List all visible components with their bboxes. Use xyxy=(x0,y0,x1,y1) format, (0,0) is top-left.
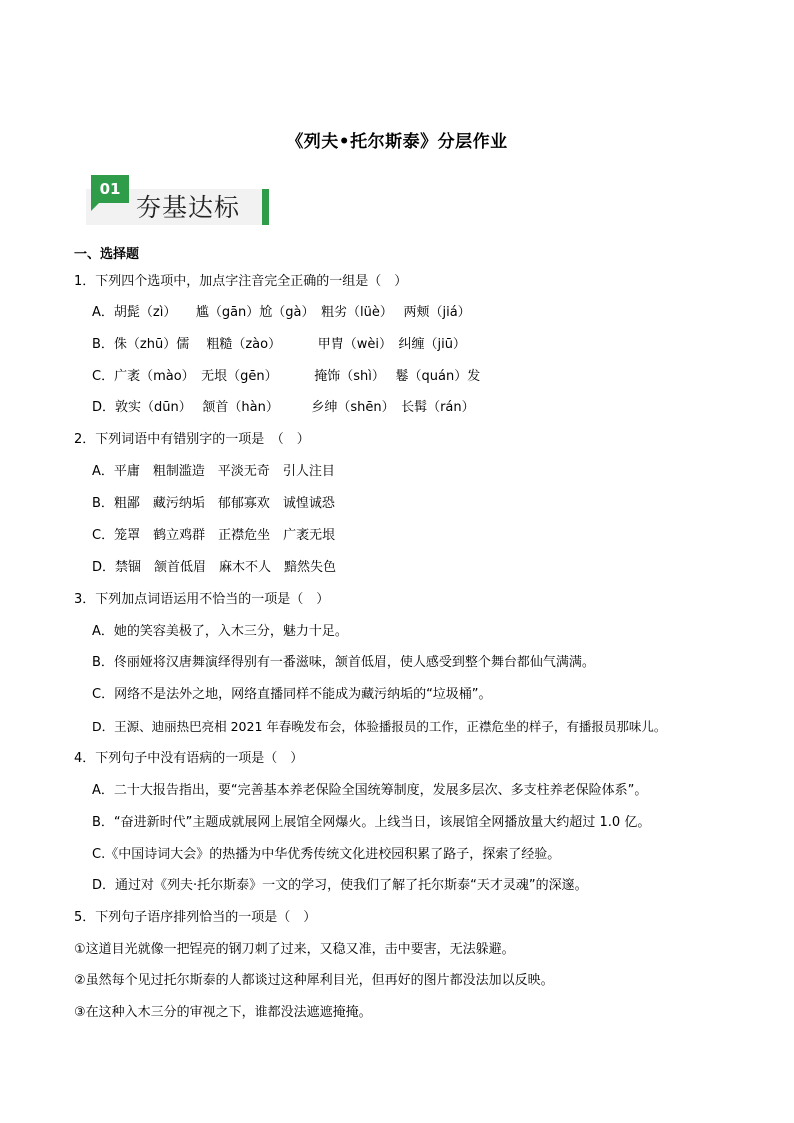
question-5-sentence-2: ②虽然每个见过托尔斯泰的人都谈过这种犀利目光，但再好的图片都没法加以反映。 xyxy=(74,973,554,988)
question-4-option-b: B．“奋进新时代”主题成就展网上展馆全网爆火。上线当日，该展馆全网播放量大约超过 1.0 亿。 xyxy=(92,815,651,830)
banner-badge-tail xyxy=(91,202,100,211)
page-title: 《列夫•托尔斯泰》分层作业 xyxy=(286,132,508,152)
question-2-option-b: B．粗鄙 藏污纳垢 郁郁寡欢 诚惶诚恐 xyxy=(92,496,335,511)
question-5-sentence-1: ①这道目光就像一把锃亮的钢刀刺了过来，又稳又准，击中要害，无法躲避。 xyxy=(74,942,515,957)
question-5-sentence-3: ③在这种入木三分的审视之下，谁都没法遮遮掩掩。 xyxy=(74,1005,372,1020)
section-heading: 一、选择题 xyxy=(74,247,140,262)
question-5-stem: 5．下列句子语序排列恰当的一项是（ ） xyxy=(74,910,317,925)
question-3-option-d: D．王源、迪丽热巴亮相 2021 年春晚发布会，体验播报员的工作，正襟危坐的样子，有播报员那味儿。 xyxy=(92,719,667,734)
question-4-option-a: A．二十大报告指出，要“完善基本养老保险全国统筹制度，发展多层次、多支柱养老保险体系”。 xyxy=(92,783,648,798)
question-1-stem: 1．下列四个选项中，加点字注音完全正确的一组是（ ） xyxy=(74,274,408,289)
question-1-option-a: A．胡髭（zì） 尴（gān）尬（gà） 粗劣（lüè） 两颊（jiá） xyxy=(92,305,471,320)
question-2-stem: 2．下列词语中有错别字的一项是 （ ） xyxy=(74,432,310,447)
question-1-option-d: D．敦实（dūn） 颔首（hàn） 乡绅（shēn） 长髯（rán） xyxy=(92,400,475,415)
question-4-option-c: C.《中国诗词大会》的热播为中华优秀传统文化进校园积累了路子，探索了经验。 xyxy=(92,847,561,862)
banner-accent-bar xyxy=(262,189,269,225)
question-4-option-d: D．通过对《列夫·托尔斯泰》一文的学习，使我们了解了托尔斯泰“天才灵魂”的深邃。 xyxy=(92,878,588,893)
question-1-option-c: C．广袤（mào） 无垠（gēn） 掩饰（shì） 鬈（quán）发 xyxy=(92,369,481,384)
question-3-option-a: A．她的笑容美极了，入木三分，魅力十足。 xyxy=(92,624,348,639)
question-3-stem: 3．下列加点词语运用不恰当的一项是（ ） xyxy=(74,592,330,607)
question-1-option-b: B．侏（zhū）儒 粗糙（zào） 甲胄（wèi） 纠缠（jiū） xyxy=(92,337,466,352)
question-2-option-a: A．平庸 粗制滥造 平淡无奇 引人注目 xyxy=(92,464,335,479)
question-3-option-c: C．网络不是法外之地，网络直播同样不能成为藏污纳垢的“垃圾桶”。 xyxy=(92,687,492,702)
question-3-option-b: B．佟丽娅将汉唐舞演绎得别有一番滋味，颔首低眉，使人感受到整个舞台都仙气满满。 xyxy=(92,655,595,670)
banner-label: 夯基达标 xyxy=(136,193,241,222)
question-4-stem: 4．下列句子中没有语病的一项是（ ） xyxy=(74,751,304,766)
question-2-option-c: C．笼罩 鹤立鸡群 正襟危坐 广袤无垠 xyxy=(92,528,336,543)
question-2-option-d: D．禁锢 颔首低眉 麻木不人 黯然失色 xyxy=(92,560,337,575)
banner-number-badge: 01 xyxy=(91,175,129,203)
section-banner xyxy=(86,175,276,231)
